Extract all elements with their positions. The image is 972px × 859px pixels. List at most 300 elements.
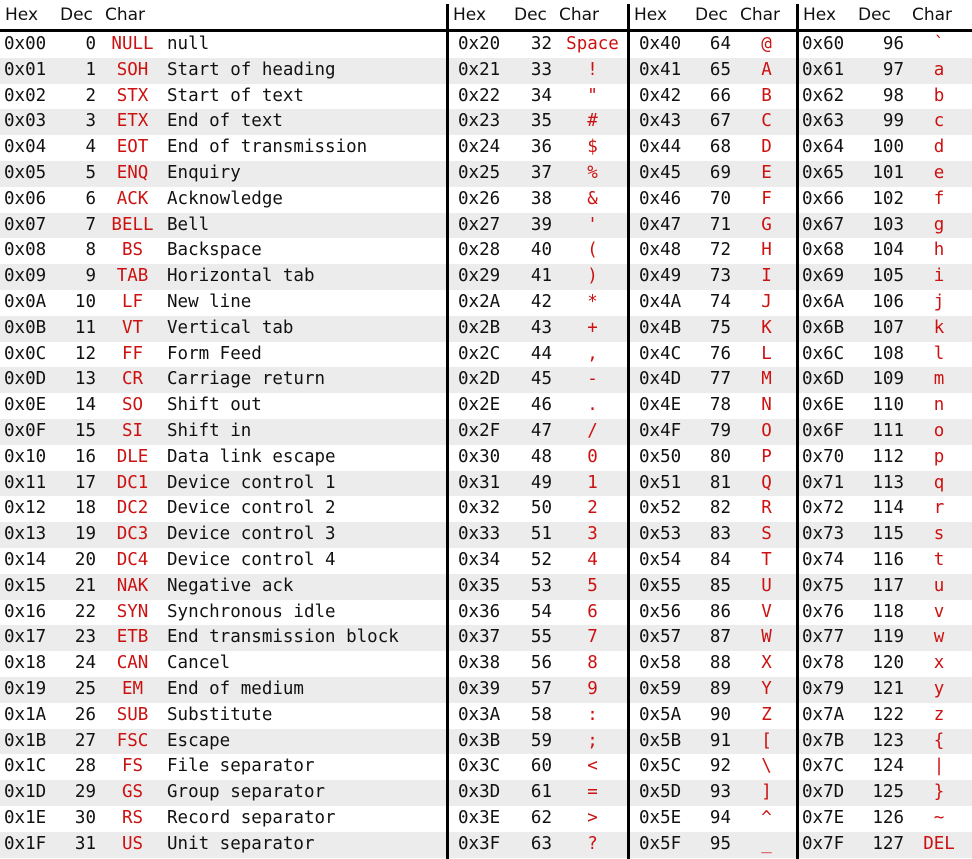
header-dec-3: Dec (695, 5, 728, 25)
hex-cell: 0x33 (458, 524, 501, 545)
char-cell: ETX (116, 111, 149, 132)
char-cell: 3 (587, 524, 598, 545)
dec-cell: 109 (872, 369, 904, 390)
dec-cell: 14 (74, 395, 96, 416)
dec-cell: 92 (709, 756, 731, 777)
header-dec-1: Dec (60, 5, 93, 25)
hex-cell: 0x3B (458, 730, 501, 751)
hex-cell: 0x56 (639, 601, 682, 622)
dec-cell: 17 (74, 472, 96, 493)
dec-cell: 112 (872, 446, 904, 467)
header-dec-2: Dec (514, 5, 547, 25)
dec-cell: 66 (709, 85, 731, 106)
header-char-2: Char (559, 5, 600, 25)
dec-cell: 36 (530, 137, 552, 158)
description-cell: New line (167, 291, 252, 312)
hex-cell: 0x23 (458, 111, 501, 132)
hex-cell: 0x2E (458, 395, 501, 416)
char-cell: FS (121, 756, 144, 777)
char-cell: g (933, 214, 945, 235)
dec-cell: 105 (872, 266, 904, 287)
dec-cell: 30 (74, 807, 96, 828)
hex-cell: 0x63 (802, 111, 845, 132)
hex-cell: 0x49 (639, 266, 682, 287)
hex-cell: 0x01 (4, 59, 47, 80)
hex-cell: 0x4A (639, 291, 682, 312)
table-row (0, 471, 972, 497)
char-cell: A (761, 59, 772, 80)
hex-cell: 0x2B (458, 317, 501, 338)
char-cell: ~ (933, 807, 945, 828)
dec-cell: 114 (872, 498, 904, 519)
char-cell: ^ (761, 807, 772, 828)
dec-cell: 35 (530, 111, 552, 132)
char-cell: 4 (587, 549, 598, 570)
dec-cell: 94 (709, 807, 731, 828)
char-cell: 9 (587, 678, 598, 699)
char-cell: ( (587, 240, 598, 261)
dec-cell: 18 (74, 498, 96, 519)
hex-cell: 0x26 (458, 188, 501, 209)
dec-cell: 108 (872, 343, 904, 364)
hex-cell: 0x6F (802, 420, 845, 441)
hex-cell: 0x0C (4, 343, 47, 364)
hex-cell: 0x66 (802, 188, 845, 209)
table-row (0, 806, 972, 832)
dec-cell: 57 (530, 678, 552, 699)
table-row (0, 832, 972, 858)
char-cell: " (587, 85, 598, 106)
char-cell: l (933, 343, 945, 364)
table-row (0, 238, 972, 264)
dec-cell: 102 (872, 188, 904, 209)
char-cell: * (587, 291, 598, 312)
char-cell: I (761, 266, 772, 287)
char-cell: w (933, 627, 945, 648)
char-cell: VT (121, 317, 144, 338)
hex-cell: 0x42 (639, 85, 682, 106)
hex-cell: 0x52 (639, 498, 682, 519)
hex-cell: 0x37 (458, 627, 501, 648)
char-cell: CR (121, 369, 144, 390)
hex-cell: 0x20 (458, 34, 501, 54)
char-cell: a (933, 59, 945, 80)
hex-cell: 0x65 (802, 162, 845, 183)
table-row (0, 703, 972, 729)
hex-cell: 0x2C (458, 343, 501, 364)
header-hex-4: Hex (803, 5, 837, 25)
char-cell: BS (121, 240, 144, 261)
char-cell: y (933, 678, 945, 699)
hex-cell: 0x3E (458, 807, 501, 828)
description-cell: Device control 4 (167, 549, 336, 570)
dec-cell: 80 (709, 446, 731, 467)
dec-cell: 101 (872, 162, 904, 183)
hex-cell: 0x5B (639, 730, 682, 751)
dec-cell: 79 (709, 420, 731, 441)
char-cell: q (933, 472, 945, 493)
char-cell: FSC (116, 730, 149, 751)
dec-cell: 89 (709, 678, 731, 699)
description-cell: Acknowledge (167, 188, 283, 209)
char-cell: V (761, 601, 772, 622)
char-cell: U (761, 575, 772, 596)
hex-cell: 0x32 (458, 498, 501, 519)
dec-cell: 7 (85, 214, 96, 235)
dec-cell: 67 (709, 111, 731, 132)
char-cell: C (761, 111, 772, 132)
char-cell: b (933, 85, 945, 106)
dec-cell: 115 (872, 524, 904, 545)
dec-cell: 52 (530, 549, 552, 570)
dec-cell: 113 (872, 472, 904, 493)
hex-cell: 0x03 (4, 111, 47, 132)
dec-cell: 87 (709, 627, 731, 648)
char-cell: + (587, 317, 598, 338)
char-cell: - (587, 369, 598, 390)
char-cell: 5 (587, 575, 598, 596)
column-divider (627, 4, 630, 859)
dec-cell: 19 (74, 524, 96, 545)
char-cell: SO (121, 395, 144, 416)
table-row (0, 109, 972, 135)
hex-cell: 0x0D (4, 369, 47, 390)
description-cell: Horizontal tab (167, 266, 315, 287)
char-cell: d (933, 137, 945, 158)
description-cell: Bell (167, 214, 210, 235)
hex-cell: 0x79 (802, 678, 845, 699)
description-cell: File separator (167, 756, 315, 777)
hex-cell: 0x3F (458, 833, 501, 854)
char-cell: 7 (587, 627, 598, 648)
dec-cell: 127 (872, 833, 904, 854)
char-cell: N (761, 395, 772, 416)
table-row (0, 548, 972, 574)
dec-cell: 62 (530, 807, 552, 828)
hex-cell: 0x60 (802, 34, 845, 54)
dec-cell: 72 (709, 240, 731, 261)
dec-cell: 106 (872, 291, 904, 312)
char-cell: & (587, 188, 598, 209)
dec-cell: 40 (530, 240, 552, 261)
hex-cell: 0x4D (639, 369, 682, 390)
char-cell: DLE (116, 446, 149, 467)
table-row (0, 522, 972, 548)
char-cell: NAK (116, 575, 149, 596)
dec-cell: 122 (872, 704, 904, 725)
dec-cell: 24 (74, 653, 96, 674)
dec-cell: 58 (530, 704, 552, 725)
header-char-1: Char (105, 5, 146, 25)
char-cell: SI (121, 420, 144, 441)
dec-cell: 59 (530, 730, 552, 751)
char-cell: : (587, 704, 598, 725)
hex-cell: 0x67 (802, 214, 845, 235)
char-cell: ? (587, 833, 598, 854)
dec-cell: 47 (530, 420, 552, 441)
char-cell: i (933, 266, 945, 287)
hex-cell: 0x00 (4, 34, 47, 54)
dec-cell: 85 (709, 575, 731, 596)
char-cell: G (761, 214, 772, 235)
char-cell: SOH (116, 59, 149, 80)
char-cell: DC4 (116, 549, 149, 570)
dec-cell: 103 (872, 214, 904, 235)
hex-cell: 0x1E (4, 807, 47, 828)
hex-cell: 0x18 (4, 653, 47, 674)
dec-cell: 123 (872, 730, 904, 751)
column-divider (796, 4, 799, 859)
dec-cell: 68 (709, 137, 731, 158)
hex-cell: 0x44 (639, 137, 682, 158)
dec-cell: 82 (709, 498, 731, 519)
char-cell: < (587, 756, 598, 777)
dec-cell: 15 (74, 420, 96, 441)
dec-cell: 9 (85, 266, 96, 287)
hex-cell: 0x4E (639, 395, 682, 416)
hex-cell: 0x17 (4, 627, 47, 648)
dec-cell: 37 (530, 162, 552, 183)
char-cell: n (933, 395, 945, 416)
description-cell: Shift out (167, 395, 262, 416)
char-cell: P (761, 446, 772, 467)
description-cell: Cancel (167, 653, 231, 674)
char-cell: o (933, 420, 945, 441)
dec-cell: 124 (872, 756, 904, 777)
char-cell: F (761, 188, 772, 209)
hex-cell: 0x75 (802, 575, 845, 596)
description-cell: Group separator (167, 782, 326, 803)
hex-cell: 0x5A (639, 704, 682, 725)
hex-cell: 0x6B (802, 317, 845, 338)
dec-cell: 22 (74, 601, 96, 622)
char-cell: z (933, 704, 945, 725)
dec-cell: 83 (709, 524, 731, 545)
hex-cell: 0x39 (458, 678, 501, 699)
hex-cell: 0x6E (802, 395, 845, 416)
hex-cell: 0x78 (802, 653, 845, 674)
hex-cell: 0x40 (639, 34, 682, 54)
table-row (0, 367, 972, 393)
dec-cell: 73 (709, 266, 731, 287)
description-cell: Backspace (167, 240, 262, 261)
char-cell: 0 (587, 446, 598, 467)
description-cell: Enquiry (167, 162, 241, 183)
dec-cell: 56 (530, 653, 552, 674)
dec-cell: 119 (872, 627, 904, 648)
header-char-3: Char (740, 5, 781, 25)
hex-cell: 0x48 (639, 240, 682, 261)
description-cell: End of text (167, 111, 283, 132)
hex-cell: 0x38 (458, 653, 501, 674)
description-cell: End transmission block (167, 627, 399, 648)
hex-cell: 0x51 (639, 472, 682, 493)
dec-cell: 69 (709, 162, 731, 183)
hex-cell: 0x68 (802, 240, 845, 261)
hex-cell: 0x7A (802, 704, 845, 725)
hex-cell: 0x71 (802, 472, 845, 493)
char-cell: Y (761, 678, 772, 699)
header-hex-2: Hex (453, 5, 487, 25)
hex-cell: 0x27 (458, 214, 501, 235)
dec-cell: 81 (709, 472, 731, 493)
char-cell: O (761, 420, 772, 441)
table-row (0, 677, 972, 703)
hex-cell: 0x06 (4, 188, 47, 209)
char-cell: LF (121, 291, 144, 312)
dec-cell: 33 (530, 59, 552, 80)
char-cell: M (761, 369, 772, 390)
char-cell: ' (587, 214, 598, 235)
dec-cell: 121 (872, 678, 904, 699)
dec-cell: 8 (85, 240, 96, 261)
char-cell: W (761, 627, 772, 648)
hex-cell: 0x50 (639, 446, 682, 467)
description-cell: Start of heading (167, 59, 336, 80)
char-cell: , (587, 343, 598, 364)
hex-cell: 0x13 (4, 524, 47, 545)
dec-cell: 63 (530, 833, 552, 854)
char-cell: k (933, 317, 945, 338)
char-cell: f (933, 188, 945, 209)
description-cell: Start of text (167, 85, 304, 106)
dec-cell: 51 (530, 524, 552, 545)
dec-cell: 71 (709, 214, 731, 235)
dec-cell: 96 (882, 34, 904, 54)
char-cell: _ (761, 833, 772, 854)
char-cell: SUB (116, 704, 149, 725)
hex-cell: 0x34 (458, 549, 501, 570)
char-cell: [ (761, 730, 772, 751)
hex-cell: 0x57 (639, 627, 682, 648)
dec-cell: 76 (709, 343, 731, 364)
hex-cell: 0x25 (458, 162, 501, 183)
hex-cell: 0x3C (458, 756, 501, 777)
header-char-4: Char (912, 5, 953, 25)
hex-cell: 0x72 (802, 498, 845, 519)
dec-cell: 90 (709, 704, 731, 725)
hex-cell: 0x5E (639, 807, 682, 828)
hex-cell: 0x55 (639, 575, 682, 596)
char-cell: 8 (587, 653, 598, 674)
hex-cell: 0x2F (458, 420, 501, 441)
char-cell: t (933, 549, 945, 570)
dec-cell: 86 (709, 601, 731, 622)
hex-cell: 0x77 (802, 627, 845, 648)
hex-cell: 0x35 (458, 575, 501, 596)
hex-cell: 0x7F (802, 833, 845, 854)
dec-cell: 125 (872, 782, 904, 803)
hex-cell: 0x6C (802, 343, 845, 364)
hex-cell: 0x7B (802, 730, 845, 751)
char-cell: Q (761, 472, 772, 493)
char-cell: E (761, 162, 772, 183)
dec-cell: 97 (882, 59, 904, 80)
table-row (0, 600, 972, 626)
dec-cell: 11 (74, 317, 96, 338)
char-cell: DC3 (116, 524, 149, 545)
hex-cell: 0x0B (4, 317, 47, 338)
dec-cell: 5 (85, 162, 96, 183)
char-cell: % (587, 162, 598, 183)
table-row (0, 316, 972, 342)
description-cell: Synchronous idle (167, 601, 336, 622)
hex-cell: 0x61 (802, 59, 845, 80)
header-hex-1: Hex (5, 5, 39, 25)
hex-cell: 0x7D (802, 782, 845, 803)
table-row (0, 135, 972, 161)
table-row (0, 290, 972, 316)
description-cell: Vertical tab (167, 317, 294, 338)
char-cell: ! (587, 59, 598, 80)
hex-cell: 0x10 (4, 446, 47, 467)
dec-cell: 20 (74, 549, 96, 570)
table-row (0, 651, 972, 677)
dec-cell: 16 (74, 446, 96, 467)
table-row (0, 161, 972, 187)
dec-cell: 27 (74, 730, 96, 751)
char-cell: US (121, 833, 144, 854)
char-cell: GS (121, 782, 144, 803)
char-cell: BELL (111, 214, 154, 235)
dec-cell: 55 (530, 627, 552, 648)
hex-cell: 0x64 (802, 137, 845, 158)
dec-cell: 4 (85, 137, 96, 158)
dec-cell: 26 (74, 704, 96, 725)
table-row (0, 729, 972, 755)
table-row (0, 84, 972, 110)
dec-cell: 48 (530, 446, 552, 467)
hex-cell: 0x07 (4, 214, 47, 235)
char-cell: FF (121, 343, 144, 364)
char-cell: \ (761, 756, 772, 777)
hex-cell: 0x62 (802, 85, 845, 106)
char-cell: SYN (116, 601, 149, 622)
char-cell: h (933, 240, 945, 261)
table-row (0, 625, 972, 651)
char-cell: { (933, 730, 945, 751)
column-divider (446, 4, 449, 859)
hex-cell: 0x3A (458, 704, 501, 725)
dec-cell: 43 (530, 317, 552, 338)
char-cell: J (761, 291, 772, 312)
hex-cell: 0x6D (802, 369, 845, 390)
hex-cell: 0x02 (4, 85, 47, 106)
hex-cell: 0x16 (4, 601, 47, 622)
char-cell: x (933, 653, 945, 674)
dec-cell: 91 (709, 730, 731, 751)
char-cell: ] (761, 782, 772, 803)
hex-cell: 0x46 (639, 188, 682, 209)
char-cell: = (587, 782, 598, 803)
hex-cell: 0x47 (639, 214, 682, 235)
char-cell: ACK (116, 188, 149, 209)
char-cell: Space (566, 34, 619, 54)
hex-cell: 0x11 (4, 472, 47, 493)
char-cell: CAN (116, 653, 149, 674)
description-cell: End of transmission (167, 137, 368, 158)
hex-cell: 0x5C (639, 756, 682, 777)
char-cell: EM (121, 678, 144, 699)
char-cell: D (761, 137, 772, 158)
dec-cell: 95 (709, 833, 731, 854)
hex-cell: 0x70 (802, 446, 845, 467)
dec-cell: 45 (530, 369, 552, 390)
hex-cell: 0x7C (802, 756, 845, 777)
dec-cell: 1 (85, 59, 96, 80)
char-cell: 6 (587, 601, 598, 622)
char-cell: > (587, 807, 598, 828)
